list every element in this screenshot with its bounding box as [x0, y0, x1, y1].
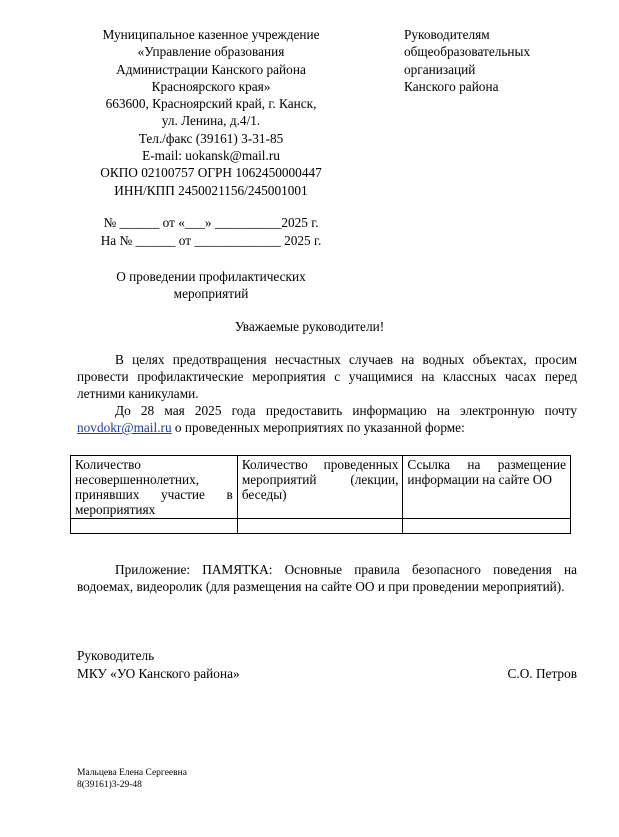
sender-line: E-mail: uokansk@mail.ru [142, 148, 280, 164]
table-cell [71, 519, 238, 534]
signature-row [77, 665, 577, 683]
executor-block [77, 768, 187, 791]
letter-body [77, 351, 577, 436]
signature-block [77, 647, 577, 683]
sender-line: Администрации Канского района [116, 61, 306, 77]
sender-line: 663600, Красноярский край, г. Канск, [105, 96, 317, 112]
sender-line: Тел./факс (39161) 3-31-85 [138, 130, 284, 146]
sender-line: Муниципальное казенное учреждение [102, 27, 320, 42]
subject-line: мероприятий [173, 286, 249, 301]
table-row [71, 519, 571, 534]
table-header-cell: Количество несовершеннолетних, принявших участие в мероприятиях [71, 456, 238, 519]
subject-line: О проведении профилактических [116, 269, 306, 284]
recipient-line: общеобразовательных [404, 44, 531, 60]
executor-phone: 8(39161)3-29-48 [77, 779, 142, 790]
table-header-cell: Ссылка на размещение информации на сайте ОО [403, 456, 571, 519]
signer-name: С.О. Петров [507, 666, 577, 681]
body-paragraph [77, 402, 577, 436]
recipient-line: Руководителям [404, 27, 490, 42]
sender-line: Красноярского края» [151, 78, 271, 94]
appendix-text: Приложение: ПАМЯТКА: Основные правила безопасного поведения на водоемах, видеоролик (для размещения на сайте ОО и при проведении мероприятий). [77, 562, 577, 594]
recipient-line: Канского района [404, 78, 499, 94]
sender-line: «Управление образования [137, 44, 285, 60]
table-cell [403, 519, 571, 534]
paragraph-text: До 28 мая 2025 года предоставить информацию на электронную почту [115, 403, 577, 418]
outgoing-number: № ______ от «___» __________2025 г. [103, 215, 319, 230]
body-paragraph: В целях предотвращения несчастных случаев на водных объектах, просим провести профилактические мероприятия с учащимися на классных часах перед летними каникулами. [77, 352, 577, 401]
incoming-number: На № ______ от _____________ 2025 г. [100, 233, 322, 248]
signer-title: Руководитель [77, 648, 155, 663]
sender-line: ИНН/КПП 2450021156/245001001 [114, 182, 308, 198]
sender-block [75, 26, 347, 199]
table-cell [237, 519, 403, 534]
greeting: Уважаемые руководители! [234, 319, 385, 334]
executor-name: Мальцева Елена Сергеевна [77, 768, 187, 778]
appendix-note [77, 561, 577, 595]
signer-organization: МКУ «УО Канского района» [77, 666, 240, 681]
email-link[interactable]: novdokr@mail.ru [77, 420, 172, 435]
recipient-line: организаций [404, 61, 476, 77]
sender-line: ОКПО 02100757 ОГРН 1062450000447 [100, 165, 322, 181]
table-header-cell: Количество проведенных мероприятий (лекции, беседы) [237, 456, 403, 519]
table-header-row [71, 456, 571, 519]
recipient-block [404, 26, 530, 95]
letter-subject [75, 268, 347, 302]
report-form-table [70, 455, 571, 534]
registration-block [75, 214, 347, 250]
sender-line: ул. Ленина, д.4/1. [161, 113, 261, 129]
paragraph-text: о проведенных мероприятиях по указанной форме: [171, 420, 465, 435]
